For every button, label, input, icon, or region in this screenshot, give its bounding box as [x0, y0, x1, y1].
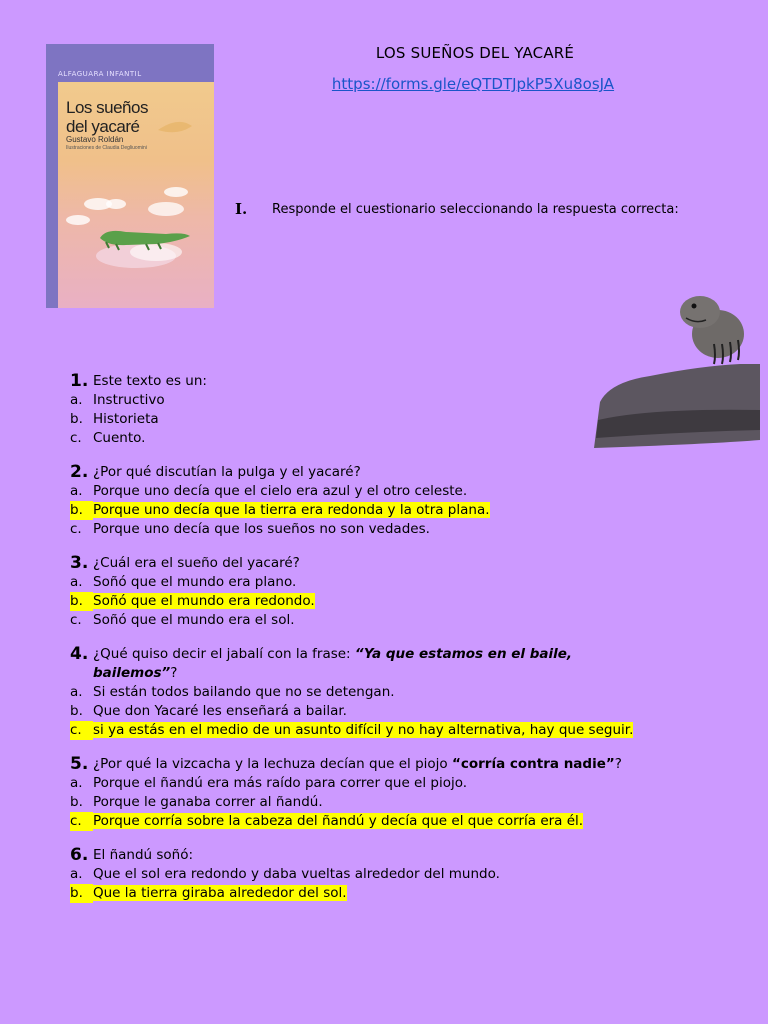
- question-number: 4.: [70, 644, 89, 664]
- answer-option-highlighted: b. Soñó que el mundo era redondo.: [70, 593, 315, 609]
- book-illustration: [46, 44, 214, 308]
- answer-option: a. Porque el ñandú era más raído para correr que el piojo.: [70, 775, 468, 791]
- question-text: ¿Por qué la vizcacha y la lechuza decían que el piojo “corría contra nadie”?: [93, 756, 622, 772]
- question-2: [70, 463, 760, 539]
- answer-option: c. Soñó que el mundo era el sol.: [70, 612, 295, 628]
- questionnaire: [70, 372, 760, 918]
- question-text: ¿Qué quiso decir el jabalí con la frase: “Ya que estamos en el baile,: [93, 646, 573, 662]
- book-author: Gustavo Roldán: [66, 135, 124, 144]
- answer-option-highlighted: b. Porque uno decía que la tierra era redonda y la otra plana.: [70, 502, 490, 518]
- instruction-text: Responde el cuestionario seleccionando la respuesta correcta:: [272, 202, 679, 217]
- instruction-number: I.: [235, 200, 248, 218]
- answer-option: b. Historieta: [70, 411, 159, 427]
- question-number: 5.: [70, 754, 89, 774]
- book-title: Los sueños del yacaré: [66, 98, 148, 136]
- answer-option: b. Que don Yacaré les enseñará a bailar.: [70, 703, 347, 719]
- answer-option-highlighted: b. Que la tierra giraba alrededor del sol.: [70, 885, 347, 901]
- question-text: Este texto es un:: [93, 373, 207, 389]
- answer-option: b. Porque le ganaba correr al ñandú.: [70, 794, 323, 810]
- question-text-continued: bailemos”?: [93, 665, 178, 681]
- question-number: 6.: [70, 845, 89, 865]
- book-series: ALFAGUARA INFANTIL: [58, 70, 142, 78]
- answer-option-highlighted: c. si ya estás en el medio de un asunto difícil y no hay alternativa, hay que seguir.: [70, 722, 634, 738]
- answer-option-highlighted: c. Porque corría sobre la cabeza del ñandú y decía que el que corría era él.: [70, 813, 584, 829]
- answer-option: a. Soñó que el mundo era plano.: [70, 574, 297, 590]
- question-4: [70, 645, 760, 740]
- question-1: [70, 372, 760, 448]
- page-title: LOS SUEÑOS DEL YACARÉ: [375, 44, 575, 62]
- question-number: 2.: [70, 462, 89, 482]
- answer-option: a. Que el sol era redondo y daba vueltas alrededor del mundo.: [70, 866, 500, 882]
- answer-option: a. Si están todos bailando que no se detengan.: [70, 684, 395, 700]
- book-cover-image: [46, 44, 214, 308]
- answer-option: a. Instructivo: [70, 392, 165, 408]
- answer-option: a. Porque uno decía que el cielo era azul y el otro celeste.: [70, 483, 468, 499]
- question-text: ¿Cuál era el sueño del yacaré?: [93, 555, 300, 571]
- question-3: [70, 554, 760, 630]
- question-6: [70, 846, 760, 903]
- question-5: [70, 755, 760, 831]
- question-number: 1.: [70, 371, 89, 391]
- form-link[interactable]: https://forms.gle/eQTDTJpkP5Xu8osJA: [331, 75, 615, 93]
- answer-option: c. Cuento.: [70, 430, 146, 446]
- question-text: El ñandú soñó:: [93, 847, 194, 863]
- question-text: ¿Por qué discutían la pulga y el yacaré?: [93, 464, 361, 480]
- book-illustrator: Ilustraciones de Claudia Degliuomini: [66, 145, 147, 151]
- question-number: 3.: [70, 553, 89, 573]
- answer-option: c. Porque uno decía que los sueños no son vedades.: [70, 521, 430, 537]
